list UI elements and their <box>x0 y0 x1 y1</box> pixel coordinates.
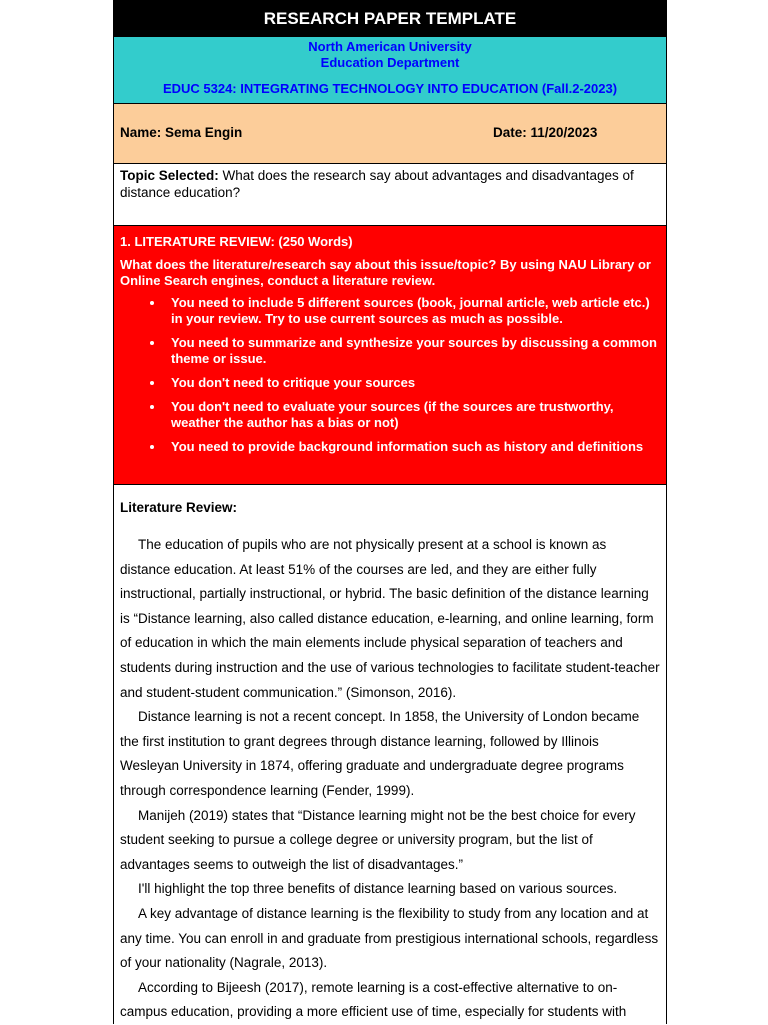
template-title: RESEARCH PAPER TEMPLATE <box>114 0 666 37</box>
submission-date: Date: 11/20/2023 <box>493 125 598 140</box>
instruction-item: • You need to summarize and synthesize your sources by discussing a common theme or issue. <box>165 335 660 367</box>
course-title: EDUC 5324: INTEGRATING TECHNOLOGY INTO EDUCATION (Fall.2-2023) <box>162 81 618 96</box>
research-paper-template <box>113 0 667 1024</box>
student-name: Name: Sema Engin <box>120 125 243 140</box>
review-paragraph: The education of pupils who are not physically present at a school is known as distance education. At least 51% of the courses are led, and they are either fully instructional, partially instructional, or hybrid. The basic definition of the distance learning is “Distance learning, also called distance education, e-learning, and online learning, form of education in which the main elements include physical separation of teachers and students during instruction and the use of various technologies to facilitate student-teacher and student-student communication.” (Simonson, 2016). <box>120 537 660 700</box>
instructions-question: What does the literature/research say about this issue/topic? By using NAU Library or Online Search engines, conduct a literature review. <box>120 257 651 288</box>
topic-label: Topic Selected: <box>120 168 219 183</box>
review-paragraph: Distance learning is not a recent concept. In 1858, the University of London became the first institution to grant degrees through distance learning, followed by Illinois Wesleyan University in 1874, offering graduate and undergraduate degree programs through correspondence learning (Fender, 1999). <box>120 709 640 798</box>
instruction-item: • You need to include 5 different sources (book, journal article, web article etc.) in your review. Try to use current sources as much as possible. <box>165 295 660 327</box>
topic-text: What does the research say about advantages and disadvantages of distance education? <box>120 168 634 200</box>
university-name: North American University <box>308 39 472 54</box>
instruction-item: • You need to provide background information such as history and definitions <box>165 439 660 455</box>
university-header <box>114 37 666 104</box>
instructions-list <box>120 295 660 455</box>
review-subheading: Literature Review: <box>120 500 238 515</box>
instruction-item: • You don't need to evaluate your sources (if the sources are trustworthy, weather the author has a bias or not) <box>165 399 660 431</box>
student-info-row <box>114 104 666 164</box>
review-paragraph: Manijeh (2019) states that “Distance learning might not be the best choice for every student seeking to pursue a college degree or university program, but the list of advantages seems to outweigh the list of disadvantages.” <box>120 807 636 872</box>
literature-review-body <box>114 485 666 1025</box>
literature-review-instructions <box>114 226 666 485</box>
topic-section <box>114 164 666 226</box>
review-paragraph: A key advantage of distance learning is the flexibility to study from any location and at any time. You can enroll in and graduate from prestigious international schools, regardless of your nationality (Nagrale, 2013). <box>120 905 659 971</box>
instruction-item: • You don't need to critique your sources <box>165 375 660 391</box>
review-paragraph: I'll highlight the top three benefits of distance learning based on various sources. <box>138 881 618 897</box>
review-paragraph: According to Bijeesh (2017), remote learning is a cost-effective alternative to on-campus education, providing a more efficient use of time, especially for students with <box>120 979 627 1020</box>
department-name: Education Department <box>320 55 460 70</box>
instructions-heading: 1. LITERATURE REVIEW: (250 Words) <box>120 234 353 249</box>
